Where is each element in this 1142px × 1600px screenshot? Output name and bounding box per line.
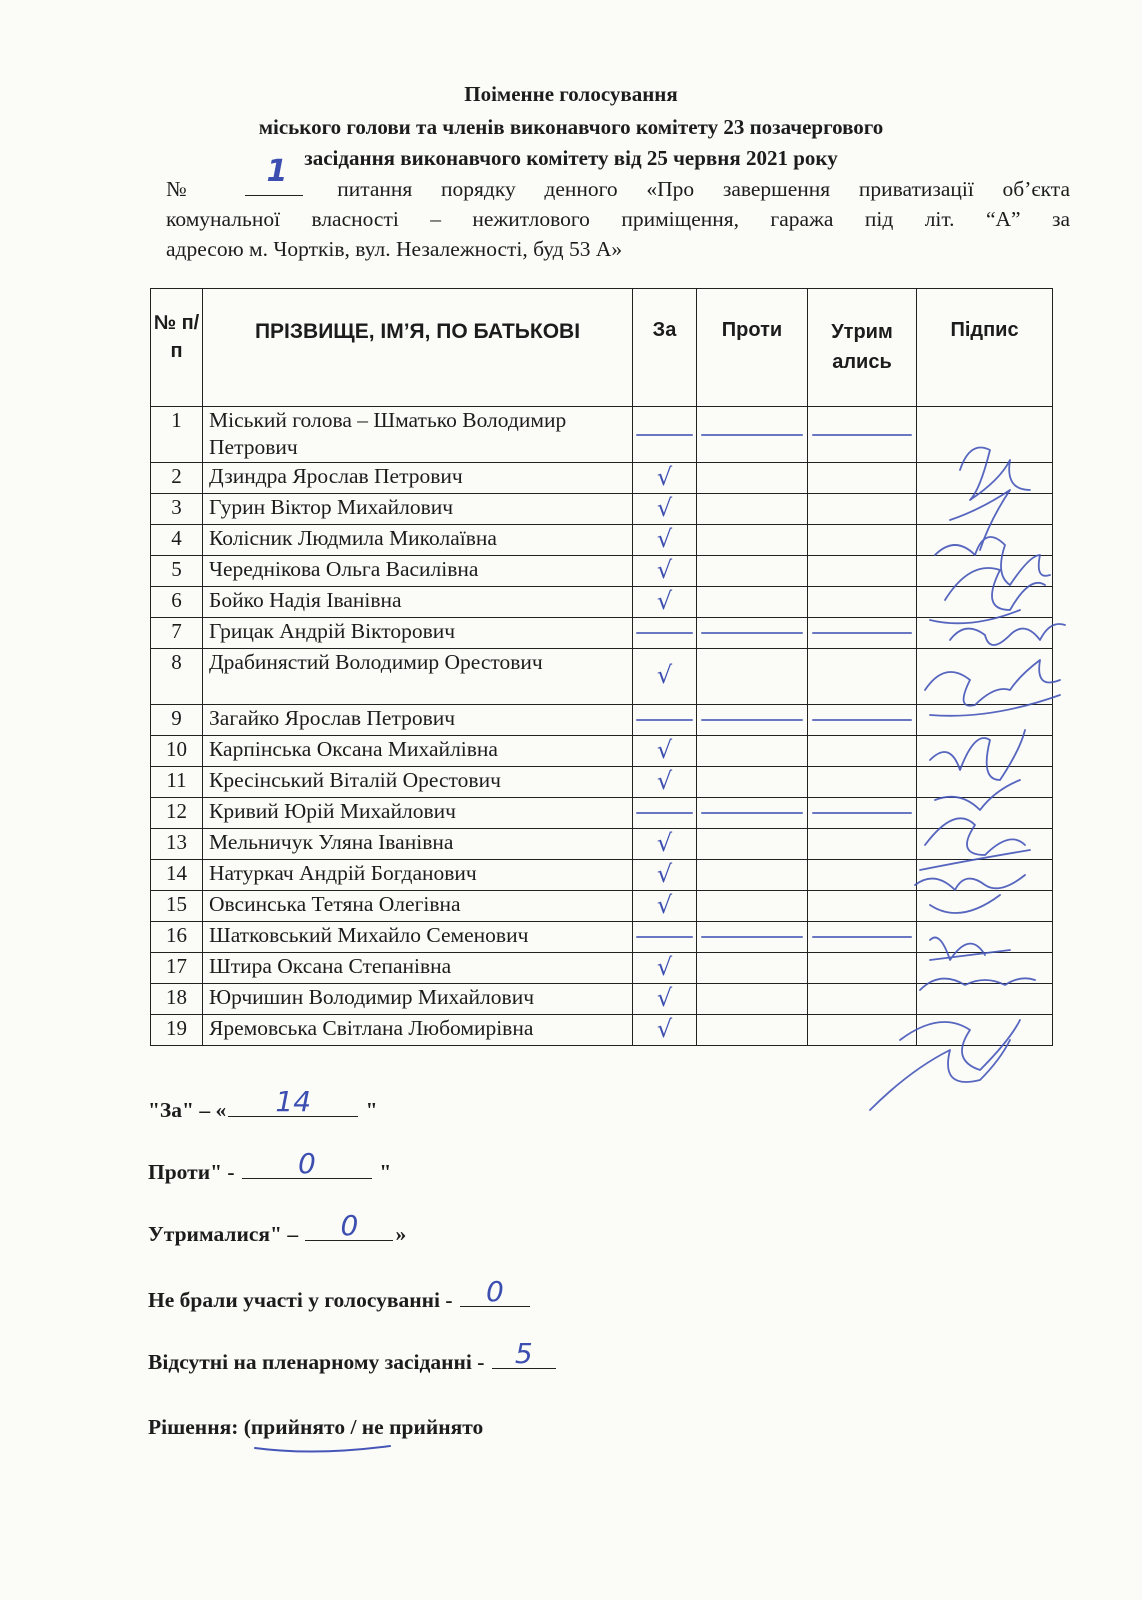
vote-cell-for xyxy=(633,463,697,494)
vote-cell-against xyxy=(697,525,808,556)
header-against: Проти xyxy=(697,289,808,407)
vote-cell-against xyxy=(697,984,808,1015)
vote-cell-for xyxy=(633,798,697,829)
vote-cell-against xyxy=(697,798,808,829)
vote-cell-against xyxy=(697,767,808,798)
vote-cell-abstained xyxy=(808,618,917,649)
document-title: Поіменне голосування xyxy=(464,82,678,106)
absent-strike xyxy=(636,434,694,436)
absent-strike xyxy=(812,632,911,634)
vote-cell-signature xyxy=(917,984,1053,1015)
row-number: 7 xyxy=(151,618,203,649)
row-number: 17 xyxy=(151,953,203,984)
member-name: Драбинястий Володимир Орестович xyxy=(203,649,633,705)
vote-cell-against xyxy=(697,556,808,587)
vote-cell-abstained xyxy=(808,736,917,767)
vote-cell-against xyxy=(697,494,808,525)
result-for-end: " xyxy=(360,1098,378,1122)
absent-strike xyxy=(701,632,802,634)
result-absent-label: Відсутні на пленарному засіданні - xyxy=(148,1350,490,1374)
member-name: Кривий Юрій Михайлович xyxy=(203,798,633,829)
vote-cell-for xyxy=(633,984,697,1015)
table-row xyxy=(151,1015,1053,1046)
vote-cell-signature xyxy=(917,587,1053,618)
vote-cell-against xyxy=(697,618,808,649)
vote-cell-for xyxy=(633,556,697,587)
member-name: Штира Оксана Степанівна xyxy=(203,953,633,984)
number-sign: № xyxy=(166,177,210,201)
meeting-date-line: засідання виконавчого комітету від 25 червня 2021 року xyxy=(304,146,838,170)
vote-cell-for xyxy=(633,860,697,891)
vote-cell-for xyxy=(633,953,697,984)
vote-cell-signature xyxy=(917,705,1053,736)
checkmark-icon: √ xyxy=(656,859,673,888)
vote-cell-against xyxy=(697,829,808,860)
vote-cell-abstained xyxy=(808,891,917,922)
vote-cell-abstained xyxy=(808,705,917,736)
result-for-blank xyxy=(228,1085,358,1118)
vote-cell-signature xyxy=(917,649,1053,705)
vote-cell-for xyxy=(633,494,697,525)
header-for: За xyxy=(633,289,697,407)
member-name: Дзиндра Ярослав Петрович xyxy=(203,463,633,494)
member-name: Натуркач Андрій Богданович xyxy=(203,860,633,891)
result-against-value: 0 xyxy=(298,1147,316,1180)
row-number: 1 xyxy=(151,407,203,463)
row-number: 12 xyxy=(151,798,203,829)
absent-strike xyxy=(636,812,694,814)
result-abstained xyxy=(148,1209,407,1247)
decision-underline-icon xyxy=(250,1432,400,1456)
result-for xyxy=(148,1085,378,1123)
checkmark-icon: √ xyxy=(656,493,673,522)
vote-cell-for xyxy=(633,922,697,953)
vote-cell-abstained xyxy=(808,407,917,463)
table-row xyxy=(151,463,1053,494)
table-row xyxy=(151,494,1053,525)
member-name: Гурин Віктор Михайлович xyxy=(203,494,633,525)
vote-cell-for xyxy=(633,829,697,860)
result-for-label: "За" – « xyxy=(148,1098,227,1122)
decision-label: Рішення: (прийнято / не прийнято xyxy=(148,1415,484,1439)
vote-cell-signature xyxy=(917,525,1053,556)
vote-cell-abstained xyxy=(808,798,917,829)
vote-cell-abstained xyxy=(808,649,917,705)
vote-cell-signature xyxy=(917,494,1053,525)
table-row xyxy=(151,953,1053,984)
result-against-end: " xyxy=(373,1160,392,1184)
member-name: Мельничук Уляна Іванівна xyxy=(203,829,633,860)
vote-cell-signature xyxy=(917,767,1053,798)
vote-cell-signature xyxy=(917,953,1053,984)
table-row xyxy=(151,767,1053,798)
vote-cell-signature xyxy=(917,922,1053,953)
checkmark-icon: √ xyxy=(656,586,673,615)
row-number: 5 xyxy=(151,556,203,587)
table-row xyxy=(151,922,1053,953)
vote-cell-signature xyxy=(917,1015,1053,1046)
vote-cell-signature xyxy=(917,618,1053,649)
vote-cell-abstained xyxy=(808,984,917,1015)
absent-strike xyxy=(701,812,802,814)
vote-cell-against xyxy=(697,407,808,463)
row-number: 6 xyxy=(151,587,203,618)
table-row xyxy=(151,556,1053,587)
roll-call-table xyxy=(150,288,1053,1046)
row-number: 10 xyxy=(151,736,203,767)
result-absent-value: 5 xyxy=(514,1337,533,1370)
absent-strike xyxy=(812,812,911,814)
table-row xyxy=(151,618,1053,649)
table-row xyxy=(151,649,1053,705)
table-row xyxy=(151,407,1053,463)
vote-cell-signature xyxy=(917,463,1053,494)
vote-cell-abstained xyxy=(808,1015,917,1046)
row-number: 2 xyxy=(151,463,203,494)
vote-cell-abstained xyxy=(808,860,917,891)
absent-strike xyxy=(812,936,911,938)
vote-cell-abstained xyxy=(808,556,917,587)
row-number: 18 xyxy=(151,984,203,1015)
vote-cell-for xyxy=(633,618,697,649)
result-abstained-label: Утрималися" – xyxy=(148,1222,304,1246)
checkmark-icon: √ xyxy=(656,661,673,689)
table-row xyxy=(151,525,1053,556)
vote-cell-signature xyxy=(917,407,1053,463)
checkmark-icon: √ xyxy=(656,555,673,584)
row-number: 19 xyxy=(151,1015,203,1046)
member-name: Юрчишин Володимир Михайлович xyxy=(203,984,633,1015)
checkmark-icon: √ xyxy=(656,983,673,1012)
vote-cell-signature xyxy=(917,891,1053,922)
absent-strike xyxy=(636,936,694,938)
vote-cell-against xyxy=(697,463,808,494)
table-row xyxy=(151,891,1053,922)
checkmark-icon: √ xyxy=(656,1014,673,1043)
result-against xyxy=(148,1147,392,1185)
vote-cell-abstained xyxy=(808,463,917,494)
result-absent xyxy=(148,1337,558,1375)
result-abstained-end: » xyxy=(395,1222,407,1246)
row-number: 15 xyxy=(151,891,203,922)
absent-strike xyxy=(701,936,802,938)
vote-cell-signature xyxy=(917,736,1053,767)
member-name: Колісник Людмила Миколаївна xyxy=(203,525,633,556)
absent-strike xyxy=(636,632,694,634)
result-for-value: 14 xyxy=(275,1085,312,1118)
vote-cell-for xyxy=(633,649,697,705)
vote-cell-against xyxy=(697,705,808,736)
checkmark-icon: √ xyxy=(656,828,673,857)
vote-cell-for xyxy=(633,891,697,922)
checkmark-icon: √ xyxy=(656,524,673,553)
vote-cell-against xyxy=(697,922,808,953)
vote-cell-signature xyxy=(917,829,1053,860)
member-name: Череднікова Ольга Василівна xyxy=(203,556,633,587)
checkmark-icon: √ xyxy=(656,462,673,491)
member-name: Міський голова – Шматько Володимир Петрович xyxy=(203,407,633,463)
table-row xyxy=(151,736,1053,767)
vote-cell-abstained xyxy=(808,767,917,798)
table-header-row xyxy=(151,289,1053,407)
header-full-name: ПРІЗВИЩЕ, ІМ’Я, ПО БАТЬКОВІ xyxy=(203,289,633,407)
member-name: Грицак Андрій Вікторович xyxy=(203,618,633,649)
member-name: Карпінська Оксана Михайлівна xyxy=(203,736,633,767)
result-not-voted-value: 0 xyxy=(485,1275,504,1308)
vote-cell-for xyxy=(633,705,697,736)
member-name: Бойко Надія Іванівна xyxy=(203,587,633,618)
row-number: 16 xyxy=(151,922,203,953)
result-not-voted-blank xyxy=(460,1275,530,1308)
absent-strike xyxy=(701,719,802,721)
vote-cell-against xyxy=(697,953,808,984)
absent-strike xyxy=(812,434,911,436)
vote-cell-for xyxy=(633,736,697,767)
row-number: 3 xyxy=(151,494,203,525)
header-abstained: Утрим ались xyxy=(808,289,917,407)
member-name: Овсинська Тетяна Олегівна xyxy=(203,891,633,922)
result-not-voted-label: Не брали участі у голосуванні - xyxy=(148,1288,458,1312)
vote-cell-abstained xyxy=(808,953,917,984)
member-name: Загайко Ярослав Петрович xyxy=(203,705,633,736)
row-number: 11 xyxy=(151,767,203,798)
table-row xyxy=(151,587,1053,618)
table-row xyxy=(151,705,1053,736)
vote-cell-signature xyxy=(917,798,1053,829)
checkmark-icon: √ xyxy=(656,952,673,981)
absent-strike xyxy=(701,434,802,436)
absent-strike xyxy=(636,719,694,721)
table-row xyxy=(151,860,1053,891)
vote-cell-abstained xyxy=(808,922,917,953)
row-number: 9 xyxy=(151,705,203,736)
vote-cell-against xyxy=(697,891,808,922)
absent-strike xyxy=(812,719,911,721)
vote-cell-against xyxy=(697,736,808,767)
result-abstained-blank xyxy=(305,1209,393,1242)
vote-cell-against xyxy=(697,587,808,618)
row-number: 8 xyxy=(151,649,203,705)
table-row xyxy=(151,829,1053,860)
agenda-line-3: адресою м. Чортків, вул. Незалежності, буд 53 А» xyxy=(166,237,623,261)
result-absent-blank xyxy=(492,1337,556,1370)
row-number: 4 xyxy=(151,525,203,556)
vote-cell-signature xyxy=(917,860,1053,891)
member-name: Кресінський Віталій Орестович xyxy=(203,767,633,798)
vote-cell-for xyxy=(633,525,697,556)
table-row xyxy=(151,984,1053,1015)
checkmark-icon: √ xyxy=(656,735,673,764)
vote-cell-for xyxy=(633,767,697,798)
checkmark-icon: √ xyxy=(656,766,673,795)
vote-cell-against xyxy=(697,1015,808,1046)
vote-cell-abstained xyxy=(808,494,917,525)
vote-cell-abstained xyxy=(808,525,917,556)
vote-cell-for xyxy=(633,587,697,618)
result-abstained-value: 0 xyxy=(340,1209,359,1242)
table-row xyxy=(151,798,1053,829)
item-number-handwritten: 1 xyxy=(266,154,288,189)
vote-cell-abstained xyxy=(808,587,917,618)
vote-cell-signature xyxy=(917,556,1053,587)
header-number: № п/п xyxy=(151,289,203,407)
document-subtitle: міського голови та членів виконавчого комітету 23 позачергового xyxy=(258,115,884,139)
vote-cell-against xyxy=(697,860,808,891)
vote-cell-abstained xyxy=(808,829,917,860)
item-number-blank xyxy=(245,154,303,196)
member-name: Шатковський Михайло Семенович xyxy=(203,922,633,953)
agenda-line-1-text: питання порядку денного «Про завершення приватизації об’єкта xyxy=(337,177,1070,201)
member-name: Яремовська Світлана Любомирівна xyxy=(203,1015,633,1046)
row-number: 13 xyxy=(151,829,203,860)
vote-cell-for xyxy=(633,407,697,463)
header-signature: Підпис xyxy=(917,289,1053,407)
checkmark-icon: √ xyxy=(656,890,673,919)
result-against-blank xyxy=(242,1147,372,1180)
result-not-voted xyxy=(148,1275,532,1313)
result-against-label: Проти" - xyxy=(148,1160,240,1184)
row-number: 14 xyxy=(151,860,203,891)
vote-cell-against xyxy=(697,649,808,705)
agenda-line-2: комунальної власності – нежитлового приміщення, гаража під літ. “А” за xyxy=(166,207,1070,231)
vote-cell-for xyxy=(633,1015,697,1046)
